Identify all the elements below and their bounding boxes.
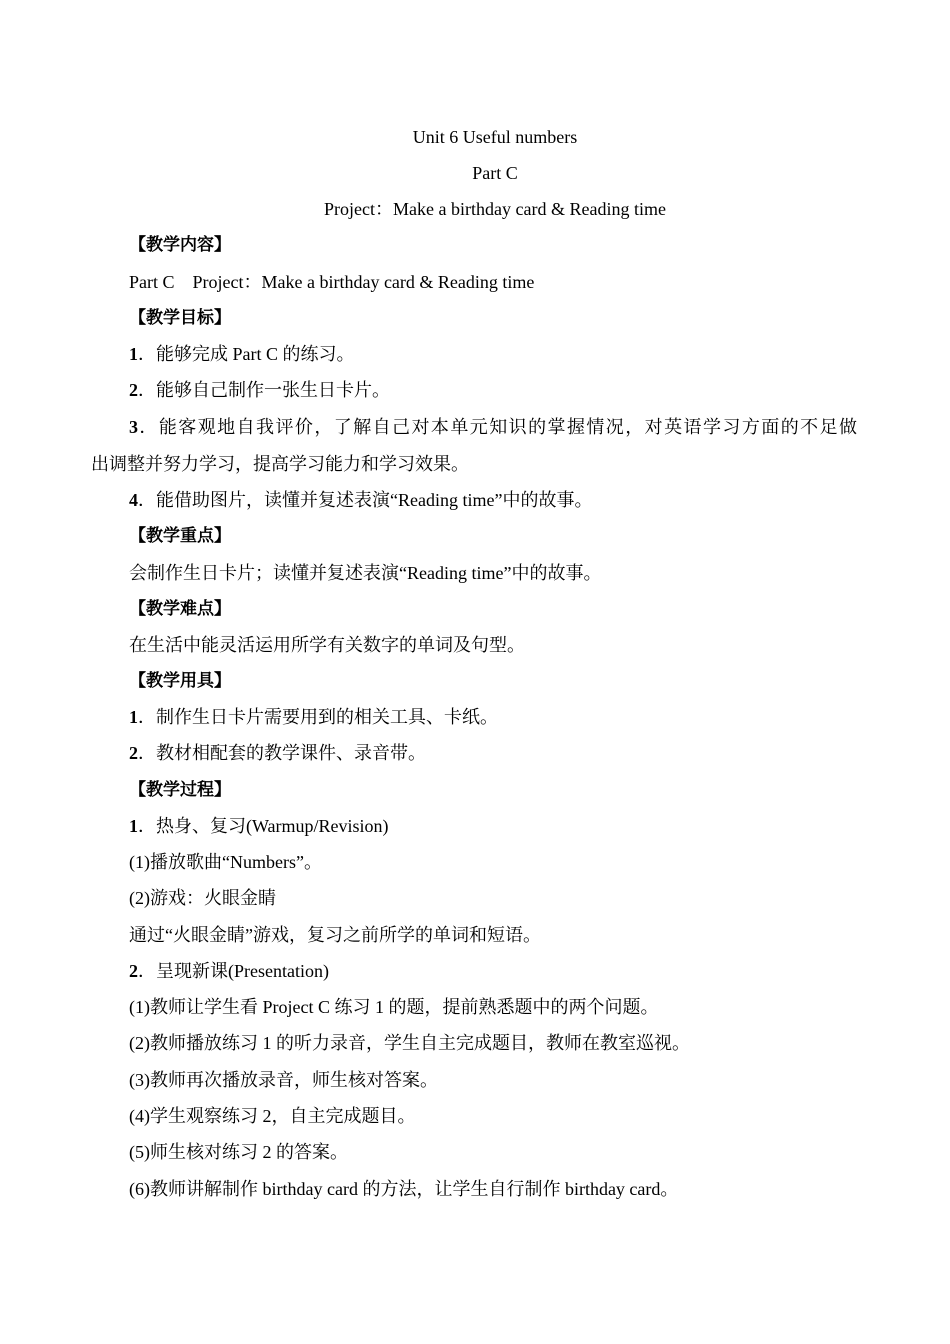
- goal-number: 3: [129, 417, 138, 437]
- goal-item: [129, 378, 390, 402]
- step-number: 1: [129, 816, 138, 836]
- tools-heading: 【教学用具】: [129, 671, 231, 691]
- process-item: (1)教师让学生看 Project C 练习 1 的题，提前熟悉题中的两个问题。: [129, 997, 659, 1017]
- goal-number: 4: [129, 490, 138, 510]
- goal-item: [129, 415, 857, 439]
- goal-item: [129, 342, 355, 366]
- keypoints-text: 会制作生日卡片；读懂并复述表演“Reading time”中的故事。: [129, 563, 602, 583]
- part-title: Part C: [472, 163, 518, 183]
- difficulty-heading: 【教学难点】: [129, 599, 231, 619]
- tool-text: ．教材相配套的教学课件、录音带。: [138, 743, 426, 763]
- step-title: ．热身、复习(Warmup/Revision): [138, 816, 389, 836]
- content-heading: 【教学内容】: [129, 235, 231, 255]
- project-title: Project：Make a birthday card & Reading time: [324, 199, 666, 219]
- process-item: (5)师生核对练习 2 的答案。: [129, 1142, 348, 1162]
- tool-item: [129, 741, 426, 765]
- process-step: [129, 959, 329, 983]
- tool-item: [129, 705, 498, 729]
- goal-text: ．能借助图片，读懂并复述表演“Reading time”中的故事。: [138, 490, 593, 510]
- goal-item: [129, 488, 592, 512]
- process-item: (6)教师讲解制作 birthday card 的方法，让学生自行制作 birthday card。: [129, 1179, 679, 1199]
- step-title: ．呈现新课(Presentation): [138, 961, 329, 981]
- process-item: (4)学生观察练习 2，自主完成题目。: [129, 1106, 416, 1126]
- goal-number: 1: [129, 344, 138, 364]
- tool-number: 1: [129, 707, 138, 727]
- keypoints-heading: 【教学重点】: [129, 526, 231, 546]
- goal-text: ．能客观地自我评价，了解自己对本单元知识的掌握情况，对英语学习方面的不足做: [138, 417, 857, 437]
- step-number: 2: [129, 961, 138, 981]
- tool-text: ．制作生日卡片需要用到的相关工具、卡纸。: [138, 707, 498, 727]
- difficulty-text: 在生活中能灵活运用所学有关数字的单词及句型。: [129, 635, 525, 655]
- process-step: [129, 814, 389, 838]
- process-item: (2)教师播放练习 1 的听力录音，学生自主完成题目，教师在教室巡视。: [129, 1033, 690, 1053]
- unit-title: Unit 6 Useful numbers: [412, 127, 578, 147]
- process-heading: 【教学过程】: [129, 780, 231, 800]
- goal-number: 2: [129, 380, 138, 400]
- goals-heading: 【教学目标】: [129, 308, 231, 328]
- content-text: Part C Project：Make a birthday card & Reading time: [129, 272, 535, 292]
- goal-text: ．能够自己制作一张生日卡片。: [138, 380, 390, 400]
- tool-number: 2: [129, 743, 138, 763]
- process-item: (2)游戏：火眼金睛: [129, 888, 276, 908]
- process-item: (1)播放歌曲“Numbers”。: [129, 852, 322, 872]
- process-item: (3)教师再次播放录音，师生核对答案。: [129, 1070, 438, 1090]
- goal-text: ．能够完成 Part C 的练习。: [138, 344, 355, 364]
- process-item: 通过“火眼金睛”游戏，复习之前所学的单词和短语。: [129, 925, 541, 945]
- goal-text-continued: 出调整并努力学习，提高学习能力和学习效果。: [91, 454, 469, 474]
